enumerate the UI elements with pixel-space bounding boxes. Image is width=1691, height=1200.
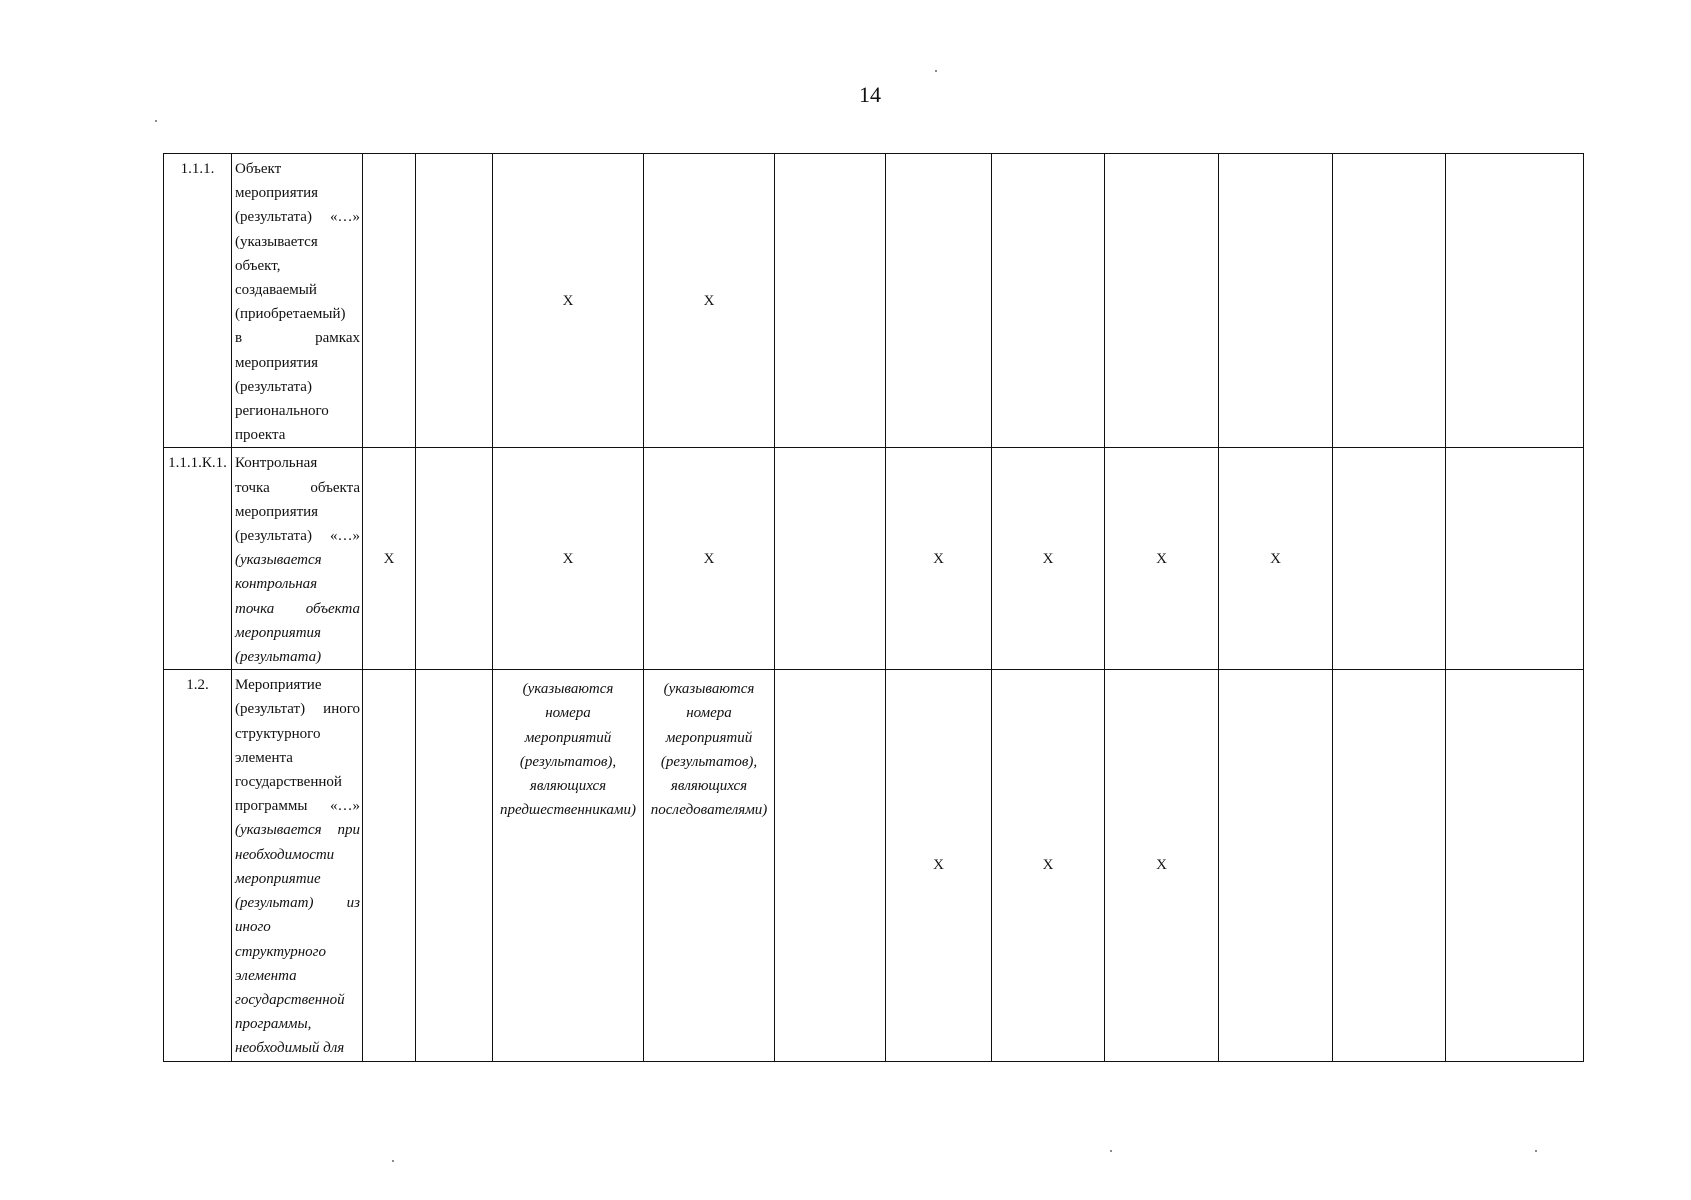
name-line: (результат) иного (235, 701, 360, 718)
name-line: (указывается при (235, 822, 360, 839)
empty-cell (775, 448, 886, 670)
x-mark-cell: X (1219, 448, 1333, 670)
empty-cell (775, 670, 886, 1061)
empty-cell (1219, 670, 1333, 1061)
row-name (232, 154, 363, 448)
note-line: предшественниками) (500, 802, 636, 819)
name-line: (приобретаемый) (235, 306, 346, 323)
empty-cell (1333, 448, 1446, 670)
name-line: государственной (235, 991, 345, 1008)
empty-cell (1333, 154, 1446, 448)
name-line: государственной (235, 774, 342, 791)
name-line: регионального (235, 403, 329, 420)
name-line: мероприятия (235, 503, 319, 520)
empty-cell (1446, 670, 1584, 1061)
name-line: создаваемый (235, 282, 317, 299)
empty-cell (1446, 154, 1584, 448)
empty-cell (363, 670, 416, 1061)
name-line: необходимый для (235, 1040, 345, 1057)
name-line: мероприятия (235, 624, 322, 641)
row-name (232, 448, 363, 670)
scan-speck (1535, 1150, 1537, 1152)
table-row (164, 670, 1584, 1061)
scan-speck (392, 1160, 394, 1162)
name-line: (результата) (235, 649, 322, 666)
empty-cell (1105, 154, 1219, 448)
note-line: номера (686, 705, 732, 722)
note-line: являющихся (529, 778, 607, 795)
name-line: структурного (235, 725, 321, 742)
name-line: (указывается (235, 233, 318, 250)
x-mark-cell: X (644, 154, 775, 448)
empty-cell (1219, 154, 1333, 448)
x-mark-cell: X (992, 448, 1105, 670)
note-line: номера (545, 705, 591, 722)
row-number: 1.1.1.К.1. (164, 448, 232, 670)
name-line: иного (235, 919, 271, 936)
x-mark-cell: X (363, 448, 416, 670)
empty-cell (363, 154, 416, 448)
x-mark-cell: X (1105, 448, 1219, 670)
note-line: являющихся (670, 778, 748, 795)
note-line: (указываются (522, 681, 614, 698)
name-line: мероприятия (235, 185, 319, 202)
scan-speck (935, 70, 937, 72)
empty-cell (1333, 670, 1446, 1061)
x-mark-cell: X (886, 670, 992, 1061)
name-line: в рамках (235, 330, 360, 347)
name-line: (указывается (235, 552, 322, 569)
row-number: 1.2. (164, 670, 232, 1061)
empty-cell (416, 448, 493, 670)
note-line: (указываются (663, 681, 755, 698)
scan-speck (1110, 1150, 1112, 1152)
name-line: (результата) «…» (235, 209, 360, 226)
name-line: мероприятие (235, 870, 321, 887)
note-line: мероприятий (665, 729, 753, 746)
x-mark-cell: X (1105, 670, 1219, 1061)
note-line: мероприятий (524, 729, 612, 746)
name-line: структурного (235, 943, 326, 960)
note-line: последователями) (650, 802, 768, 819)
scan-speck (155, 120, 157, 122)
name-line: контрольная (235, 576, 318, 593)
name-line: элемента (235, 967, 297, 984)
empty-cell (416, 670, 493, 1061)
name-line: необходимости (235, 846, 335, 863)
name-line: мероприятия (235, 354, 319, 371)
row-name (232, 670, 363, 1061)
x-mark-cell: X (493, 154, 644, 448)
x-mark-cell: X (644, 448, 775, 670)
row-number: 1.1.1. (164, 154, 232, 448)
empty-cell (992, 154, 1105, 448)
name-line: точка объекта (235, 600, 360, 617)
name-line: объект, (235, 257, 281, 274)
page-number: 14 (859, 82, 881, 107)
note-line: (результатов), (519, 753, 617, 770)
table-row (164, 448, 1584, 670)
name-line: точка объекта (235, 479, 360, 496)
plan-table (163, 153, 1584, 1062)
empty-cell (886, 154, 992, 448)
name-line: (результата) «…» (235, 528, 360, 545)
name-line: проекта (235, 427, 286, 444)
x-mark-cell: X (886, 448, 992, 670)
empty-cell (1446, 448, 1584, 670)
empty-cell (416, 154, 493, 448)
x-mark-cell: X (992, 670, 1105, 1061)
name-line: Контрольная (235, 455, 318, 472)
predecessors-note (493, 670, 644, 1061)
x-mark-cell: X (493, 448, 644, 670)
name-line: (результата) (235, 378, 312, 395)
name-line: (результат) из (235, 895, 360, 912)
note-line: (результатов), (660, 753, 758, 770)
name-line: Мероприятие (235, 677, 322, 694)
empty-cell (775, 154, 886, 448)
name-line: программы, (235, 1016, 312, 1033)
successors-note (644, 670, 775, 1061)
name-line: элемента (235, 749, 293, 766)
name-line: Объект (235, 161, 282, 177)
table-row (164, 154, 1584, 448)
name-line: программы «…» (235, 798, 360, 815)
